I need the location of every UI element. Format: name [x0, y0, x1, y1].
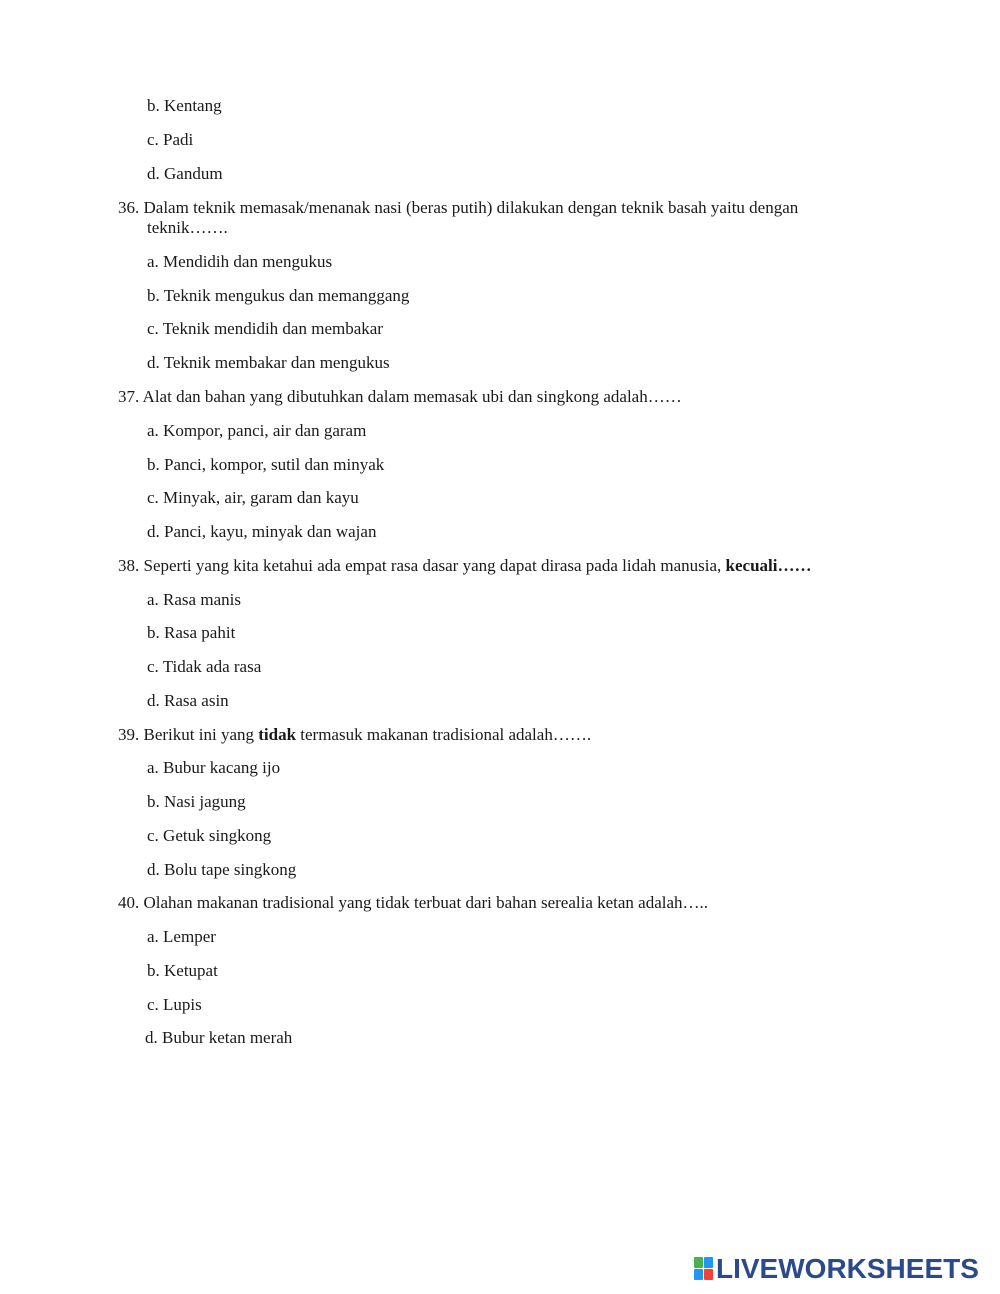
question-38-option-c: c. Tidak ada rasa — [147, 657, 262, 676]
question-39-option-c: c. Getuk singkong — [147, 826, 272, 845]
question-40-option-c: c. Lupis — [147, 995, 202, 1014]
option-c: c. Padi — [147, 130, 194, 149]
question-39-text-start: 39. Berikut ini yang — [118, 725, 259, 744]
question-37-option-b: b. Panci, kompor, sutil dan minyak — [147, 455, 385, 474]
question-39-keyword: tidak — [258, 725, 297, 744]
question-39-option-b: b. Nasi jagung — [147, 792, 246, 811]
question-40-option-a: a. Lemper — [147, 927, 216, 946]
question-39-option-a: a. Bubur kacang ijo — [147, 758, 281, 777]
question-40-option-b: b. Ketupat — [147, 961, 218, 980]
question-37-text: 37. Alat dan bahan yang dibutuhkan dalam memasak ubi dan singkong adalah…… — [118, 387, 682, 406]
question-37-option-c: c. Minyak, air, garam dan kayu — [147, 488, 359, 507]
question-40-option-d: d. Bubur ketan merah — [145, 1028, 293, 1047]
question-40-text: 40. Olahan makanan tradisional yang tidak terbuat dari bahan serealia ketan adalah….. — [118, 893, 709, 912]
question-38-option-d: d. Rasa asin — [147, 691, 229, 710]
question-36-text-cont: teknik……. — [147, 218, 228, 237]
question-38-text — [118, 556, 811, 576]
question-39-option-d: d. Bolu tape singkong — [147, 860, 297, 879]
question-39-text — [118, 725, 591, 745]
question-38-keyword: kecuali…… — [725, 556, 812, 575]
question-36-option-a: a. Mendidih dan mengukus — [147, 252, 333, 271]
question-37-option-d: d. Panci, kayu, minyak dan wajan — [147, 522, 377, 541]
question-37-option-a: a. Kompor, panci, air dan garam — [147, 421, 367, 440]
liveworksheets-logo-icon — [694, 1257, 714, 1281]
question-36-option-c: c. Teknik mendidih dan membakar — [147, 319, 383, 338]
question-38-text-main: 38. Seperti yang kita ketahui ada empat rasa dasar yang dapat dirasa pada lidah manusia, — [118, 556, 726, 575]
option-b: b. Kentang — [147, 96, 222, 115]
option-d: d. Gandum — [147, 164, 223, 183]
liveworksheets-logo[interactable] — [694, 1253, 979, 1284]
logo-text: LIVEWORKSHEETS — [716, 1253, 979, 1284]
question-36-option-b: b. Teknik mengukus dan memanggang — [147, 286, 410, 305]
question-39-text-end: termasuk makanan tradisional adalah……. — [296, 725, 592, 744]
question-36-option-d: d. Teknik membakar dan mengukus — [147, 353, 390, 372]
question-38-option-a: a. Rasa manis — [147, 590, 241, 609]
question-38-option-b: b. Rasa pahit — [147, 623, 236, 642]
question-36-text: 36. Dalam teknik memasak/menanak nasi (beras putih) dilakukan dengan teknik basah yaitu dengan — [118, 198, 799, 217]
